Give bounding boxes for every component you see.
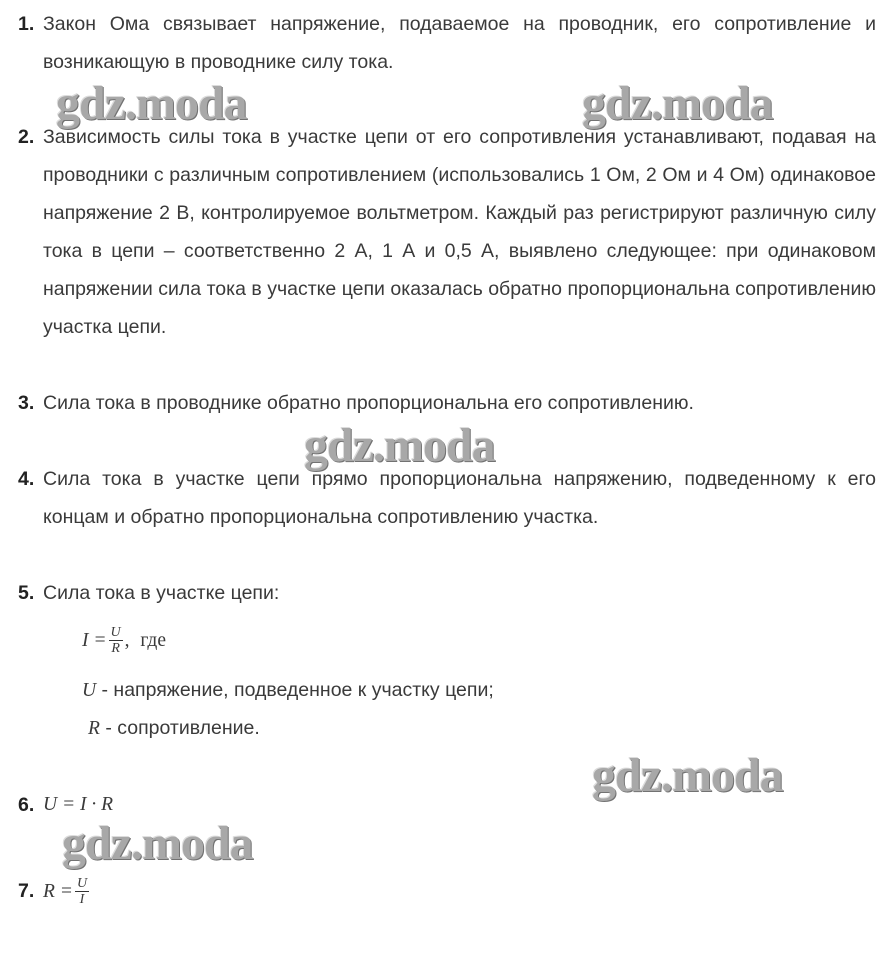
item-7 bbox=[18, 872, 876, 911]
item-number: 3. bbox=[18, 392, 35, 414]
watermark: gdz.moda bbox=[592, 749, 783, 802]
formula-r bbox=[43, 872, 876, 911]
definition-r-text: - сопротивление. bbox=[105, 717, 260, 739]
item-text: Закон Ома связывает напряжение, подаваемое на проводник, его сопротивление и возникающую в проводнике силу тока. bbox=[43, 13, 876, 73]
item-1 bbox=[18, 5, 876, 81]
item-text: Зависимость силы тока в участке цепи от его сопротивления устанавливают, подавая на проводники с различным сопротивлением (использовались 1 Ом, 2 Ом и 4 Ом) одинаковое напряжение 2 В, контролируемое вольтметром. Каждый раз регистрируют различную силу тока в цепи – соответственно 2 А, 1 А и 0,5 А, выявлено следующее: при одинаковом напряжении сила тока в участке цепи оказалась обратно пропорциональна сопротивлению участка цепи. bbox=[43, 126, 876, 338]
watermark: gdz.moda bbox=[582, 77, 773, 130]
formula-comma: , bbox=[124, 630, 130, 651]
formula-lhs: R = bbox=[43, 881, 73, 902]
fraction-numerator: U bbox=[110, 625, 121, 641]
fraction-denominator: R bbox=[111, 641, 120, 657]
fraction bbox=[109, 625, 123, 656]
item-text: Сила тока в участке цепи: bbox=[43, 582, 280, 604]
formula-u-equals-ir: U = I · R bbox=[43, 794, 114, 815]
item-number: 2. bbox=[18, 126, 35, 148]
item-number: 5. bbox=[18, 582, 35, 604]
watermark: gdz.moda bbox=[56, 77, 247, 130]
item-number: 1. bbox=[18, 13, 35, 35]
symbol-u: U bbox=[82, 680, 97, 701]
item-4 bbox=[18, 460, 876, 536]
definition-u-text: - напряжение, подведенное к участку цепи; bbox=[101, 679, 494, 701]
item-5 bbox=[18, 574, 876, 612]
fraction-denominator: I bbox=[79, 892, 85, 908]
symbol-r: R bbox=[88, 718, 100, 739]
formula-lhs: I = bbox=[82, 630, 107, 651]
watermark: gdz.moda bbox=[304, 419, 495, 472]
fraction bbox=[75, 876, 89, 907]
item-number: 4. bbox=[18, 468, 35, 490]
formula-ohm-law bbox=[82, 625, 166, 656]
definition-u bbox=[82, 675, 494, 706]
watermark: gdz.moda bbox=[62, 817, 253, 870]
item-number: 7. bbox=[18, 880, 35, 902]
item-2 bbox=[18, 118, 876, 346]
item-6 bbox=[18, 786, 876, 824]
formula-where: где bbox=[140, 630, 166, 651]
item-3 bbox=[18, 384, 876, 422]
item-number: 6. bbox=[18, 794, 35, 816]
item-text: Сила тока в проводнике обратно пропорциональна его сопротивлению. bbox=[43, 392, 694, 414]
fraction-numerator: U bbox=[76, 876, 88, 892]
definition-r bbox=[88, 713, 260, 744]
item-text: Сила тока в участке цепи прямо пропорциональна напряжению, подведенному к его концам и обратно пропорциональна сопротивлению участка. bbox=[43, 468, 876, 528]
